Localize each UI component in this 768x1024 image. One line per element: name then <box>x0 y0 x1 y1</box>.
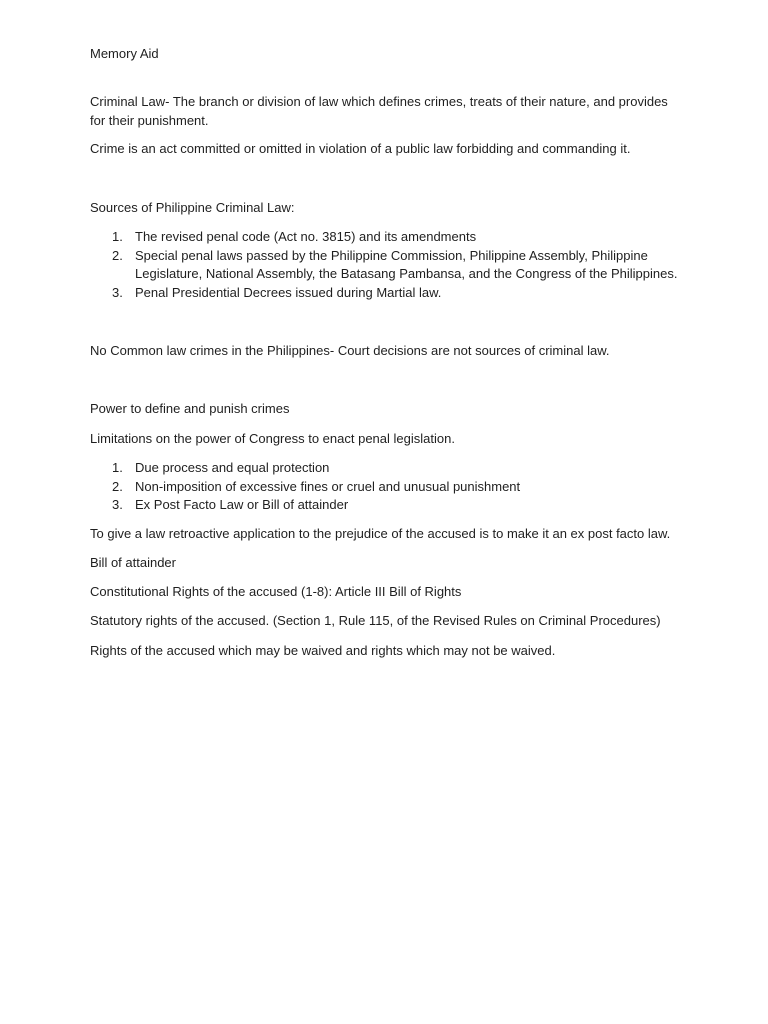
list-item-number: 1. <box>112 229 123 244</box>
list-item-text: Penal Presidential Decrees issued during Martial law. <box>135 284 442 300</box>
paragraph-bill-of-attainder: Bill of attainder <box>90 555 176 570</box>
limitations-list <box>90 459 680 515</box>
list-item-text: Ex Post Facto Law or Bill of attainder <box>135 497 349 512</box>
paragraph-criminal-law-definition: Criminal Law- The branch or division of law which defines crimes, treats of their nature, and provides for their punishment. <box>90 94 668 128</box>
paragraph-crime-definition: Crime is an act committed or omitted in violation of a public law forbidding and commanding it. <box>90 141 631 156</box>
sources-heading: Sources of Philippine Criminal Law: <box>90 200 295 215</box>
list-item-number: 2. <box>112 478 123 494</box>
paragraph-no-common-law: No Common law crimes in the Philippines- Court decisions are not sources of criminal law. <box>90 343 610 358</box>
list-item-number: 1. <box>112 460 123 475</box>
list-item <box>90 459 680 478</box>
power-heading: Power to define and punish crimes <box>90 401 290 416</box>
document-heading: Memory Aid <box>90 46 159 61</box>
sources-list <box>90 228 680 302</box>
paragraph-constitutional-rights: Constitutional Rights of the accused (1-8): Article III Bill of Rights <box>90 584 462 599</box>
list-item <box>90 228 680 247</box>
paragraph-ex-post-facto: To give a law retroactive application to the prejudice of the accused is to make it an ex post facto law. <box>90 526 671 541</box>
list-item-text: Due process and equal protection <box>135 460 330 475</box>
list-item-text: Special penal laws passed by the Philippine Commission, Philippine Assembly, Philippine Legislature, National Assembly, the Batasang Pambansa, and the Congress of the Philippines. <box>135 247 678 281</box>
list-item-text: Non-imposition of excessive fines or cruel and unusual punishment <box>135 478 521 494</box>
paragraph-waivable-rights: Rights of the accused which may be waived and rights which may not be waived. <box>90 643 556 658</box>
list-item <box>90 247 680 284</box>
list-item <box>90 478 680 497</box>
list-item-text: The revised penal code (Act no. 3815) and its amendments <box>135 229 477 244</box>
paragraph-statutory-rights: Statutory rights of the accused. (Section 1, Rule 115, of the Revised Rules on Criminal Procedures) <box>90 613 661 628</box>
list-item-number: 3. <box>112 497 123 512</box>
limitations-heading: Limitations on the power of Congress to enact penal legislation. <box>90 431 455 446</box>
list-item-number: 2. <box>112 247 123 263</box>
list-item-number: 3. <box>112 284 123 300</box>
list-item <box>90 284 680 303</box>
list-item <box>90 496 680 515</box>
